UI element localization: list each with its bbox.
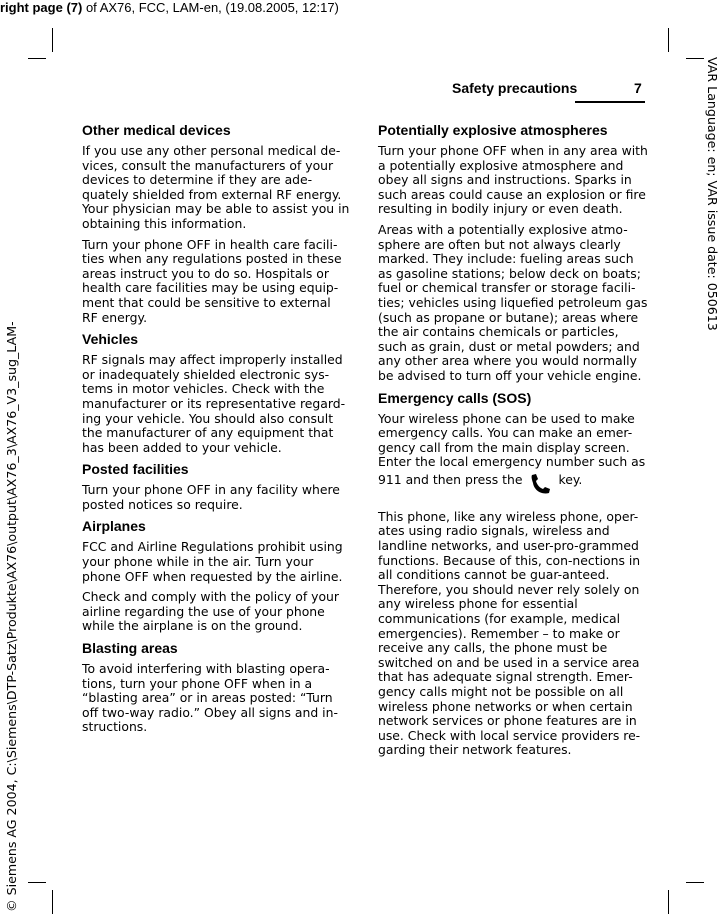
paragraph: RF signals may affect improperly installed or inadequately shielded electronic sys-tems in motor vehicles. Check with the manufacturer or its representative regard-ing your vehicle. You should also consult the manufacturer of any equipment that has been added to your vehicle. bbox=[82, 352, 346, 455]
crop-mark bbox=[52, 28, 53, 52]
header-rule bbox=[575, 101, 645, 103]
heading-posted-facilities: Posted facilities bbox=[82, 461, 189, 478]
paragraph: Check and comply with the policy of your airline regarding the use of your phone while the airplane is on the ground. bbox=[82, 589, 340, 634]
copyright-path-text: © Siemens AG 2004, C:\Siemens\DTP-Satz\Produkte\AX76\output\AX76_3\AX76_V3_sug_LAM- bbox=[4, 321, 19, 912]
crop-mark bbox=[52, 890, 53, 914]
call-key-icon bbox=[528, 470, 554, 496]
left-column bbox=[82, 122, 350, 741]
crop-mark bbox=[668, 28, 669, 52]
paragraph: This phone, like any wireless phone, oper-ates using radio signals, wireless and landline networks, and user-pro-grammed functions. Because of this, con-nections in all conditions cannot be guar-anteed. Therefore, you should never rely solely on any wireless phone for essential communications (for example, medical emergencies). Remember – to make or receive any calls, the phone must be switched on and be used in a service area that has adequate signal strength. Emer-gency calls might not be possible on all wireless phone networks or when certain network services or phone features are in use. Check with local service providers re-garding their network features. bbox=[378, 508, 641, 758]
paragraph: Areas with a potentially explosive atmo-sphere are often but not always clearly marked. They include: fueling areas such as gasoline stations; below deck on boats; fuel or chemical transfer or storage facili-ties; vehicles using liquefied petroleum gas (such as propane or butane); areas where the air contains chemicals or particles, such as grain, dust or metal powders; and any other area where you would normally be advised to turn off your vehicle engine. bbox=[378, 221, 648, 383]
paragraph: Turn your phone OFF in any facility where posted notices so require. bbox=[82, 482, 340, 512]
print-header-info: of AX76, FCC, LAM-en, (19.08.2005, 12:17) bbox=[82, 0, 339, 15]
paragraph: FCC and Airline Regulations prohibit using your phone while in the air. Turn your phone OFF when requested by the airline. bbox=[82, 539, 343, 584]
emergency-text: Your wireless phone can be used to make emergency calls. You can make an emer-gency call from the main display screen. Enter the local emergency number such as 911 and then press the bbox=[378, 410, 646, 487]
var-language-text: VAR Language: en; VAR issue date: 050613 bbox=[705, 57, 720, 331]
heading-airplanes: Airplanes bbox=[82, 518, 146, 535]
key-word: key. bbox=[558, 471, 583, 487]
paragraph: Turn your phone OFF in health care facili-ties when any regulations posted in these areas instruct you to do so. Hospitals or health care facilities may be using equip-ment that could be sensitive to external RF energy. bbox=[82, 236, 342, 325]
paragraph: To avoid interfering with blasting opera-tions, turn your phone OFF when in a “blasting area” or in areas posted: “Turn off two-way radio.” Obey all signs and in-structions. bbox=[82, 661, 338, 735]
heading-emergency-calls: Emergency calls (SOS) bbox=[378, 389, 532, 406]
paragraph: Turn your phone OFF when in any area with a potentially explosive atmosphere and obey all signs and instructions. Sparks in such areas could cause an explosion or fire resulting in bodily injury or even death. bbox=[378, 143, 648, 217]
page-number: 7 bbox=[634, 80, 642, 96]
crop-mark bbox=[28, 58, 46, 59]
print-header-page: right page (7) bbox=[0, 0, 83, 15]
heading-other-medical-devices: Other medical devices bbox=[82, 122, 231, 138]
call-key-icon-graphic bbox=[528, 470, 554, 496]
running-head: Safety precautions bbox=[452, 80, 578, 96]
heading-blasting-areas: Blasting areas bbox=[82, 640, 178, 657]
print-header bbox=[0, 0, 339, 15]
crop-mark bbox=[668, 890, 669, 914]
crop-mark bbox=[28, 882, 46, 883]
crop-mark bbox=[686, 882, 704, 883]
paragraph: If you use any other personal medical de-vices, consult the manufacturers of your devices to determine if they are ade-quately shielded from external RF energy. Your physician may be able to assist you in obtaining this information. bbox=[82, 143, 350, 231]
paragraph-emergency bbox=[378, 412, 648, 496]
heading-vehicles: Vehicles bbox=[82, 331, 139, 348]
heading-explosive-atmospheres: Potentially explosive atmospheres bbox=[378, 122, 608, 138]
crop-mark bbox=[686, 58, 704, 59]
right-column bbox=[378, 122, 648, 764]
